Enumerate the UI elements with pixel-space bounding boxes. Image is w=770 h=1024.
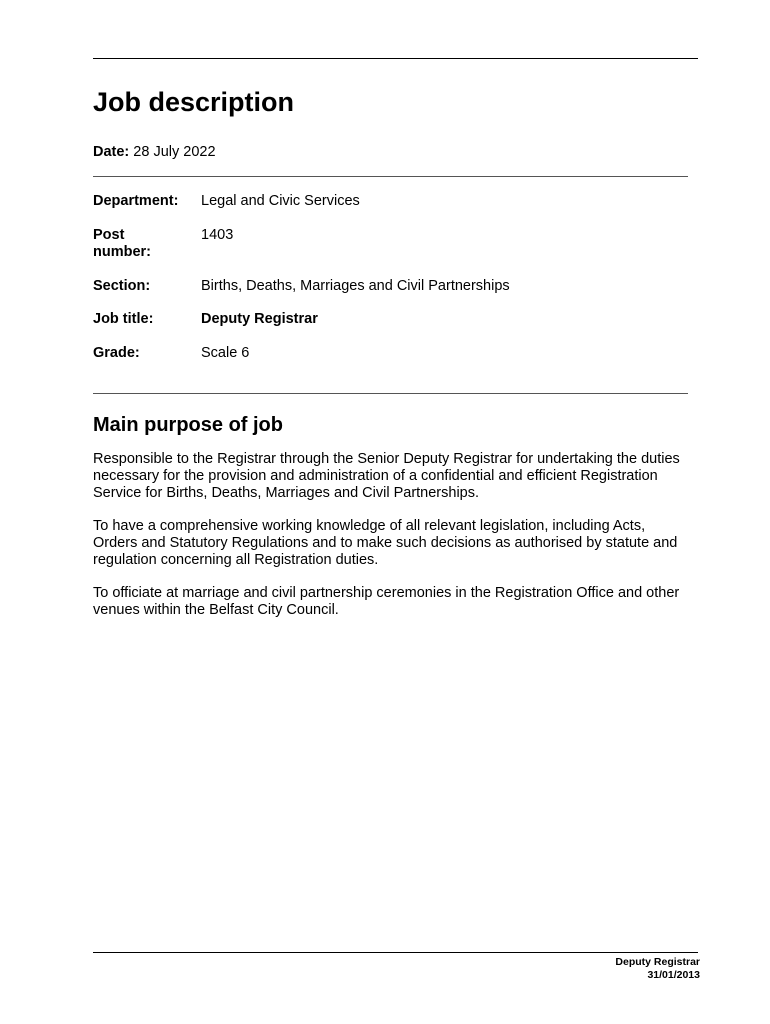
page-footer (615, 956, 700, 982)
field-label: Grade: (93, 344, 140, 361)
divider-after-details (93, 393, 688, 394)
date-label: Date: (93, 144, 130, 160)
job-details (93, 193, 693, 378)
main-purpose-heading: Main purpose of job (93, 414, 283, 436)
field-value: Births, Deaths, Marriages and Civil Partnerships (201, 277, 510, 294)
field-grade (93, 345, 693, 363)
footer-rule (93, 952, 698, 953)
field-value: Legal and Civic Services (201, 193, 360, 209)
field-section (93, 278, 693, 296)
date-value: 28 July 2022 (133, 144, 216, 160)
footer-date: 31/01/2013 (647, 969, 700, 981)
purpose-paragraph: To officiate at marriage and civil partnership ceremonies in the Registration Office and other venues within the Belfast City Council. (93, 585, 680, 618)
field-value: Deputy Registrar (201, 311, 318, 327)
purpose-paragraph: Responsible to the Registrar through the Senior Deputy Registrar for undertaking the duties necessary for the provision and administration of a confidential and efficient Registration Service for Births, Deaths, Marriages and Civil Partnerships. (93, 451, 680, 501)
field-label: Post number: (93, 226, 151, 260)
field-department (93, 193, 693, 211)
field-job-title (93, 311, 693, 329)
field-value: Scale 6 (201, 344, 250, 361)
top-rule (93, 58, 698, 59)
main-purpose-body (93, 451, 693, 635)
field-value: 1403 (201, 226, 234, 243)
divider-after-date (93, 176, 688, 177)
footer-title: Deputy Registrar (615, 956, 700, 968)
date-line (93, 143, 216, 161)
purpose-paragraph: To have a comprehensive working knowledge of all relevant legislation, including Acts, Orders and Statutory Regulations and to make such decisions as authorised by statute and regulation concerning all Registration duties. (93, 518, 678, 568)
field-label: Section: (93, 277, 151, 294)
document-title: Job description (93, 87, 295, 117)
field-label: Job title: (93, 311, 154, 327)
field-post-number (93, 227, 693, 262)
field-label: Department: (93, 193, 179, 209)
